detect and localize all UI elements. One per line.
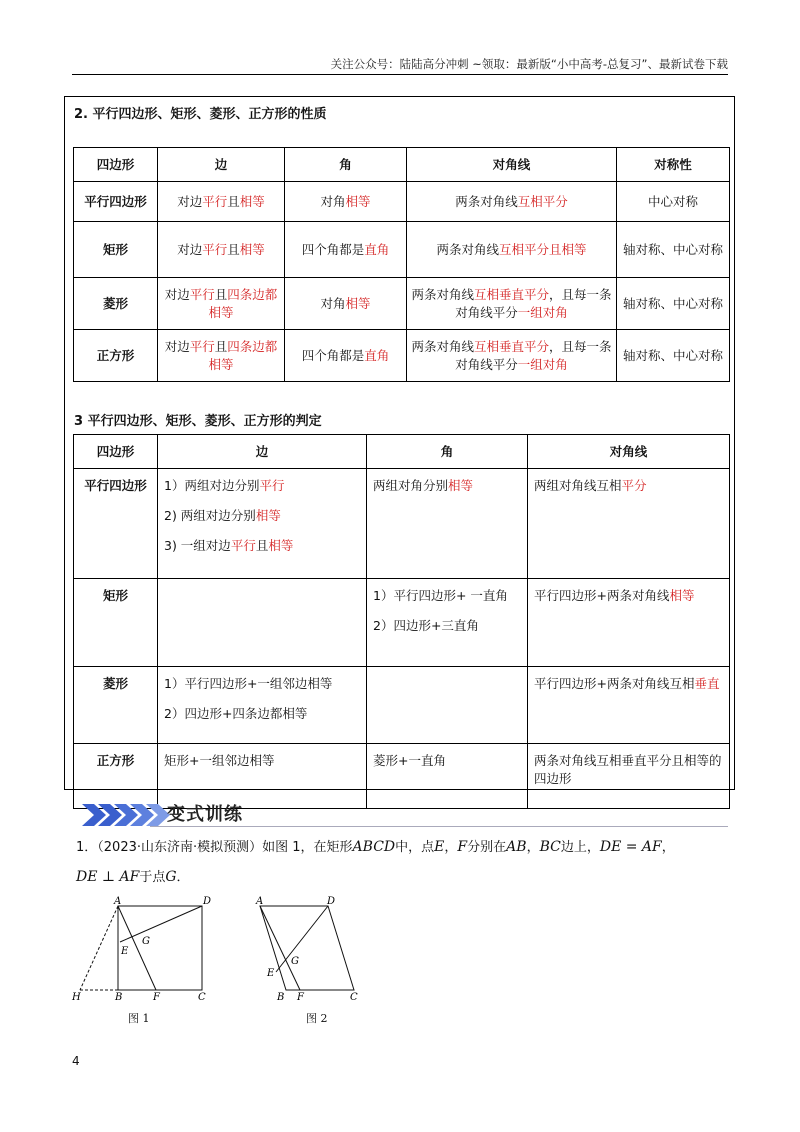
text-fragment: 且 [214,286,228,302]
cell-diagonal [407,182,617,222]
text-fragment: 相等 [345,295,371,311]
column-header: 角 [285,148,407,182]
cell-diagonal [528,579,730,667]
cell-side [158,667,367,744]
math-g: G [165,869,177,885]
text-fragment: 两条对角线 [411,286,474,302]
math-f: F [457,839,468,855]
math-e: E [434,839,445,855]
text-fragment: 两条对角线 [411,338,474,354]
text-fragment: 1）两组对边分别 [164,478,260,493]
label-a: A [256,896,264,907]
cell-angle [367,469,528,579]
cell-angle [285,182,407,222]
properties-table [73,147,730,382]
table-row [74,182,730,222]
math-ab: AB [506,839,527,855]
figure-1 [70,896,220,1006]
text-fragment: 矩形+一组邻边相等 [164,753,275,768]
text-fragment: 平行 [189,286,215,302]
table-row [74,667,730,744]
rect-abcd [118,906,202,990]
cell-angle [367,744,528,809]
figure-2-caption: 图 2 [306,1012,328,1025]
table-row [74,278,730,330]
section3-title: 3 平行四边形、矩形、菱形、正方形的判定 [74,414,322,429]
cell-angle [367,579,528,667]
segment-ah [80,906,118,990]
text-fragment: 平行 [202,193,228,209]
cell-side [158,330,285,382]
problem-text: 分别在 [467,840,507,855]
label-d: D [327,896,336,907]
cell-diagonal [528,469,730,579]
text-fragment: 互相垂直平分 [473,338,549,354]
problem-text: 于点 [139,870,166,885]
column-header: 对称性 [617,148,730,182]
math-de-perp-af: DE ⊥ AF [76,869,140,885]
text-fragment: 四条边都相等 [208,338,278,372]
table-row [74,330,730,382]
text-fragment: 相等 [345,193,371,209]
problem-source: （2023·山东济南·模拟预测）如图 1，在矩形 [97,840,353,855]
row-header: 正方形 [74,330,158,382]
page-number: 4 [72,1054,80,1068]
segment-af [260,906,300,990]
label-g: G [291,956,299,967]
text-fragment: 一组对角 [517,304,568,320]
label-f: F [297,992,304,1003]
criterion-line [534,752,723,788]
criterion-line [373,752,521,770]
criteria-table [73,434,730,809]
label-a: A [114,896,122,907]
text-fragment: 垂直 [694,676,720,691]
text-fragment: 菱形+一直角 [373,753,446,768]
text-fragment: 平行 [189,338,215,354]
text-fragment: 互相平分且相等 [499,241,587,257]
column-header: 对角线 [407,148,617,182]
label-f: F [153,992,160,1003]
text-fragment: 相等 [239,193,265,209]
math-bc: BC [539,839,561,855]
criterion-line [164,507,360,525]
criterion-line [373,477,521,495]
cell-side [158,469,367,579]
text-fragment: 对角 [320,193,346,209]
text-fragment: 2) 两组对边分别 [164,508,256,523]
text-fragment: 互相平分 [517,193,568,209]
text-fragment: 1）平行四边形+一组邻边相等 [164,676,333,691]
problem-line-2 [76,868,190,887]
problem-text: ， [661,840,675,855]
text-fragment: 平行四边形+两条对角线 [534,588,670,603]
label-e: E [121,946,129,957]
text-fragment: 3) 一组对边 [164,538,231,553]
text-fragment: 且 [255,538,269,553]
table-row [74,469,730,579]
label-b: B [277,992,285,1003]
row-header: 正方形 [74,744,158,809]
text-fragment: 相等 [239,241,265,257]
criterion-line [373,617,521,635]
column-header: 边 [158,435,367,469]
text-fragment: ，且每一条对角线平分 [455,286,612,320]
cell-diagonal [407,278,617,330]
text-fragment: 2）四边形+四条边都相等 [164,706,308,721]
text-fragment: 相等 [268,538,294,553]
text-fragment: 两条对角线 [455,193,518,209]
cell-diagonal [528,744,730,809]
cell-symmetry: 轴对称、中心对称 [617,330,730,382]
text-fragment: 一组对角 [517,356,568,372]
cell-angle [285,222,407,278]
text-fragment: 相等 [669,588,695,603]
table-row [74,222,730,278]
label-c: C [350,992,358,1003]
criterion-line [534,675,723,693]
criterion-line [164,537,360,555]
math-de-eq-af: DE = AF [599,839,662,855]
table-row [74,579,730,667]
page-header: 关注公众号：陆陆高分冲刺 ~领取：最新版“小中高考-总复习”、最新试卷下载 [330,57,728,71]
text-fragment: 两条对角线互相垂直平分且相等的四边形 [534,753,722,786]
criterion-line [534,477,723,495]
banner-rule [150,826,728,827]
cell-angle [367,667,528,744]
column-header: 边 [158,148,285,182]
text-fragment: 相等 [448,478,474,493]
cell-side [158,579,367,667]
problem-text: ， [444,840,458,855]
text-fragment: 且 [227,241,240,257]
text-fragment: 对边 [177,193,203,209]
banner-title: 变式训练 [167,804,243,825]
text-fragment: 平行四边形+两条对角线互相 [534,676,695,691]
cell-symmetry: 轴对称、中心对称 [617,222,730,278]
row-header: 平行四边形 [74,182,158,222]
text-fragment: 1）平行四边形+ 一直角 [373,588,508,603]
problem-text: ， [526,840,540,855]
cell-side [158,182,285,222]
criterion-line [373,587,521,605]
cell-diagonal [407,222,617,278]
problem-text: ． [176,870,190,885]
problem-text: 边上， [560,840,600,855]
text-fragment: ，且每一条对角线平分 [455,338,612,372]
column-header: 四边形 [74,435,158,469]
text-fragment: 两组对角线互相 [534,478,622,493]
row-header: 矩形 [74,222,158,278]
problem-text: 中，点 [395,840,435,855]
criterion-line [164,752,360,770]
label-h: H [72,992,81,1003]
cell-symmetry: 中心对称 [617,182,730,222]
table-row [74,744,730,809]
text-fragment: 平行 [202,241,228,257]
cell-angle [285,330,407,382]
text-fragment: 且 [227,193,240,209]
segment-de [276,906,328,972]
text-fragment: 对边 [164,286,190,302]
text-fragment: 对边 [177,241,203,257]
row-header: 菱形 [74,278,158,330]
problem-line-1 [76,838,675,857]
cell-diagonal [528,667,730,744]
text-fragment: 相等 [255,508,281,523]
text-fragment: 对角 [320,295,346,311]
text-fragment: 四个角都是 [301,347,365,363]
text-fragment: 四条边都相等 [208,286,278,320]
label-g: G [142,936,150,947]
header-rule [72,74,728,75]
row-header: 矩形 [74,579,158,667]
text-fragment: 两条对角线 [436,241,499,257]
cell-symmetry: 轴对称、中心对称 [617,278,730,330]
problem-number: 1． [76,840,98,855]
text-fragment: 2）四边形+三直角 [373,618,479,633]
label-e: E [267,968,275,979]
figure-2 [250,896,370,1006]
row-header: 菱形 [74,667,158,744]
cell-angle [285,278,407,330]
cell-diagonal [407,330,617,382]
text-fragment: 直角 [364,347,390,363]
text-fragment: 两组对角分别 [373,478,449,493]
column-header: 对角线 [528,435,730,469]
cell-side [158,222,285,278]
figure-1-caption: 图 1 [128,1012,150,1025]
label-c: C [198,992,206,1003]
label-d: D [203,896,212,907]
criterion-line [164,477,360,495]
cell-side [158,278,285,330]
text-fragment: 直角 [364,241,390,257]
criterion-line [534,587,723,605]
column-header: 四边形 [74,148,158,182]
text-fragment: 平行 [230,538,256,553]
text-fragment: 且 [214,338,228,354]
text-fragment: 互相垂直平分 [473,286,549,302]
criterion-line [164,705,360,723]
text-fragment: 平分 [621,478,647,493]
math-abcd: ABCD [352,839,396,855]
text-fragment: 四个角都是 [301,241,365,257]
segment-de [120,906,202,942]
text-fragment: 平行 [259,478,285,493]
criterion-line [164,675,360,693]
text-fragment: 对边 [164,338,190,354]
cell-side [158,744,367,809]
section2-title: 2. 平行四边形、矩形、菱形、正方形的性质 [74,107,327,122]
column-header: 角 [367,435,528,469]
row-header: 平行四边形 [74,469,158,579]
label-b: B [115,992,123,1003]
